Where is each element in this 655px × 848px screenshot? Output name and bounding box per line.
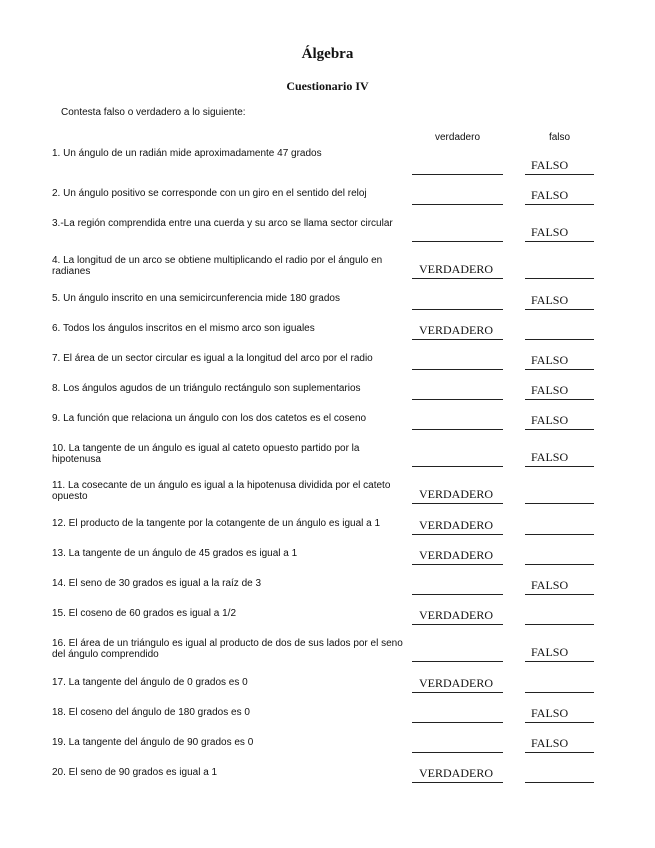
answer-verdadero: VERDADERO bbox=[419, 323, 493, 337]
answer-line-verdadero bbox=[412, 624, 503, 625]
question-text: 11. La cosecante de un ángulo es igual a la hipotenusa dividida por el cateto opuesto bbox=[52, 480, 391, 502]
answer-line-falso bbox=[525, 339, 594, 340]
question-text: 4. La longitud de un arco se obtiene multiplicando el radio por el ángulo en radianes bbox=[52, 255, 383, 277]
answer-line-verdadero bbox=[412, 369, 503, 370]
answer-line-verdadero bbox=[412, 466, 503, 467]
answer-line-falso bbox=[525, 503, 594, 504]
answer-line-verdadero bbox=[412, 752, 503, 753]
answer-line-falso bbox=[525, 782, 594, 783]
answer-line-verdadero bbox=[412, 564, 503, 565]
instructions: Contesta falso o verdadero a lo siguiente: bbox=[61, 107, 246, 118]
answer-falso: FALSO bbox=[531, 578, 569, 592]
answer-line-verdadero bbox=[412, 241, 503, 242]
question-text: 15. El coseno de 60 grados es igual a 1/2 bbox=[52, 608, 237, 619]
question-text: 8. Los ángulos agudos de un triángulo rectángulo son suplementarios bbox=[52, 383, 361, 394]
answer-line-falso bbox=[525, 241, 594, 242]
answer-line-falso bbox=[525, 174, 594, 175]
answer-line-falso bbox=[525, 624, 594, 625]
question-text: 5. Un ángulo inscrito en una semicircunferencia mide 180 grados bbox=[52, 293, 340, 304]
answer-falso: FALSO bbox=[531, 706, 569, 720]
question-text: 10. La tangente de un ángulo es igual al cateto opuesto partido por la hipotenusa bbox=[52, 443, 360, 465]
answer-line-falso bbox=[525, 692, 594, 693]
answer-line-falso bbox=[525, 429, 594, 430]
answer-line-verdadero bbox=[412, 722, 503, 723]
page-subtitle: Cuestionario IV bbox=[286, 79, 369, 93]
answer-falso: FALSO bbox=[531, 293, 569, 307]
answer-falso: FALSO bbox=[531, 413, 569, 427]
answer-line-falso bbox=[525, 564, 594, 565]
answer-line-falso bbox=[525, 369, 594, 370]
answer-verdadero: VERDADERO bbox=[419, 766, 493, 780]
column-header-verdadero: verdadero bbox=[434, 132, 481, 143]
answer-line-verdadero bbox=[412, 278, 503, 279]
question-text: 2. Un ángulo positivo se corresponde con un giro en el sentido del reloj bbox=[52, 188, 367, 199]
question-text: 13. La tangente de un ángulo de 45 grados es igual a 1 bbox=[52, 548, 298, 559]
question-text: 3.-La región comprendida entre una cuerda y su arco se llama sector circular bbox=[52, 218, 393, 229]
answer-verdadero: VERDADERO bbox=[419, 262, 493, 276]
answer-line-falso bbox=[525, 466, 594, 467]
question-text: 7. El área de un sector circular es igual a la longitud del arco por el radio bbox=[52, 353, 373, 364]
question-text: 1. Un ángulo de un radián mide aproximadamente 47 grados bbox=[52, 148, 322, 159]
page-title: Álgebra bbox=[301, 46, 354, 62]
answer-line-verdadero bbox=[412, 782, 503, 783]
question-text: 20. El seno de 90 grados es igual a 1 bbox=[52, 767, 218, 778]
answer-verdadero: VERDADERO bbox=[419, 608, 493, 622]
answer-falso: FALSO bbox=[531, 225, 569, 239]
answer-line-falso bbox=[525, 309, 594, 310]
answer-line-falso bbox=[525, 278, 594, 279]
question-text: 14. El seno de 30 grados es igual a la raíz de 3 bbox=[52, 578, 262, 589]
answer-falso: FALSO bbox=[531, 736, 569, 750]
answer-verdadero: VERDADERO bbox=[419, 518, 493, 532]
answer-falso: FALSO bbox=[531, 383, 569, 397]
answer-falso: FALSO bbox=[531, 158, 569, 172]
answer-line-verdadero bbox=[412, 429, 503, 430]
question-text: 19. La tangente del ángulo de 90 grados es 0 bbox=[52, 737, 254, 748]
answer-line-falso bbox=[525, 722, 594, 723]
answer-line-falso bbox=[525, 594, 594, 595]
question-text: 18. El coseno del ángulo de 180 grados es 0 bbox=[52, 707, 250, 718]
answer-line-verdadero bbox=[412, 339, 503, 340]
question-text: 17. La tangente del ángulo de 0 grados es 0 bbox=[52, 677, 248, 688]
column-header-falso: falso bbox=[548, 132, 571, 143]
answer-line-falso bbox=[525, 661, 594, 662]
answer-line-verdadero bbox=[412, 174, 503, 175]
answer-verdadero: VERDADERO bbox=[419, 548, 493, 562]
answer-line-verdadero bbox=[412, 503, 503, 504]
answer-falso: FALSO bbox=[531, 645, 569, 659]
answer-line-verdadero bbox=[412, 661, 503, 662]
question-text: 16. El área de un triángulo es igual al producto de dos de sus lados por el seno del ángulo comprendido bbox=[52, 638, 403, 660]
answer-line-falso bbox=[525, 204, 594, 205]
answer-falso: FALSO bbox=[531, 353, 569, 367]
answer-line-falso bbox=[525, 399, 594, 400]
question-text: 6. Todos los ángulos inscritos en el mismo arco son iguales bbox=[52, 323, 315, 334]
question-text: 12. El producto de la tangente por la cotangente de un ángulo es igual a 1 bbox=[52, 518, 381, 529]
answer-verdadero: VERDADERO bbox=[419, 487, 493, 501]
answer-falso: FALSO bbox=[531, 188, 569, 202]
answer-falso: FALSO bbox=[531, 450, 569, 464]
answer-line-falso bbox=[525, 534, 594, 535]
answer-line-verdadero bbox=[412, 534, 503, 535]
answer-line-verdadero bbox=[412, 399, 503, 400]
answer-line-verdadero bbox=[412, 309, 503, 310]
answer-line-verdadero bbox=[412, 594, 503, 595]
answer-line-verdadero bbox=[412, 692, 503, 693]
question-text: 9. La función que relaciona un ángulo con los dos catetos es el coseno bbox=[52, 413, 367, 424]
answer-verdadero: VERDADERO bbox=[419, 676, 493, 690]
answer-line-falso bbox=[525, 752, 594, 753]
answer-line-verdadero bbox=[412, 204, 503, 205]
